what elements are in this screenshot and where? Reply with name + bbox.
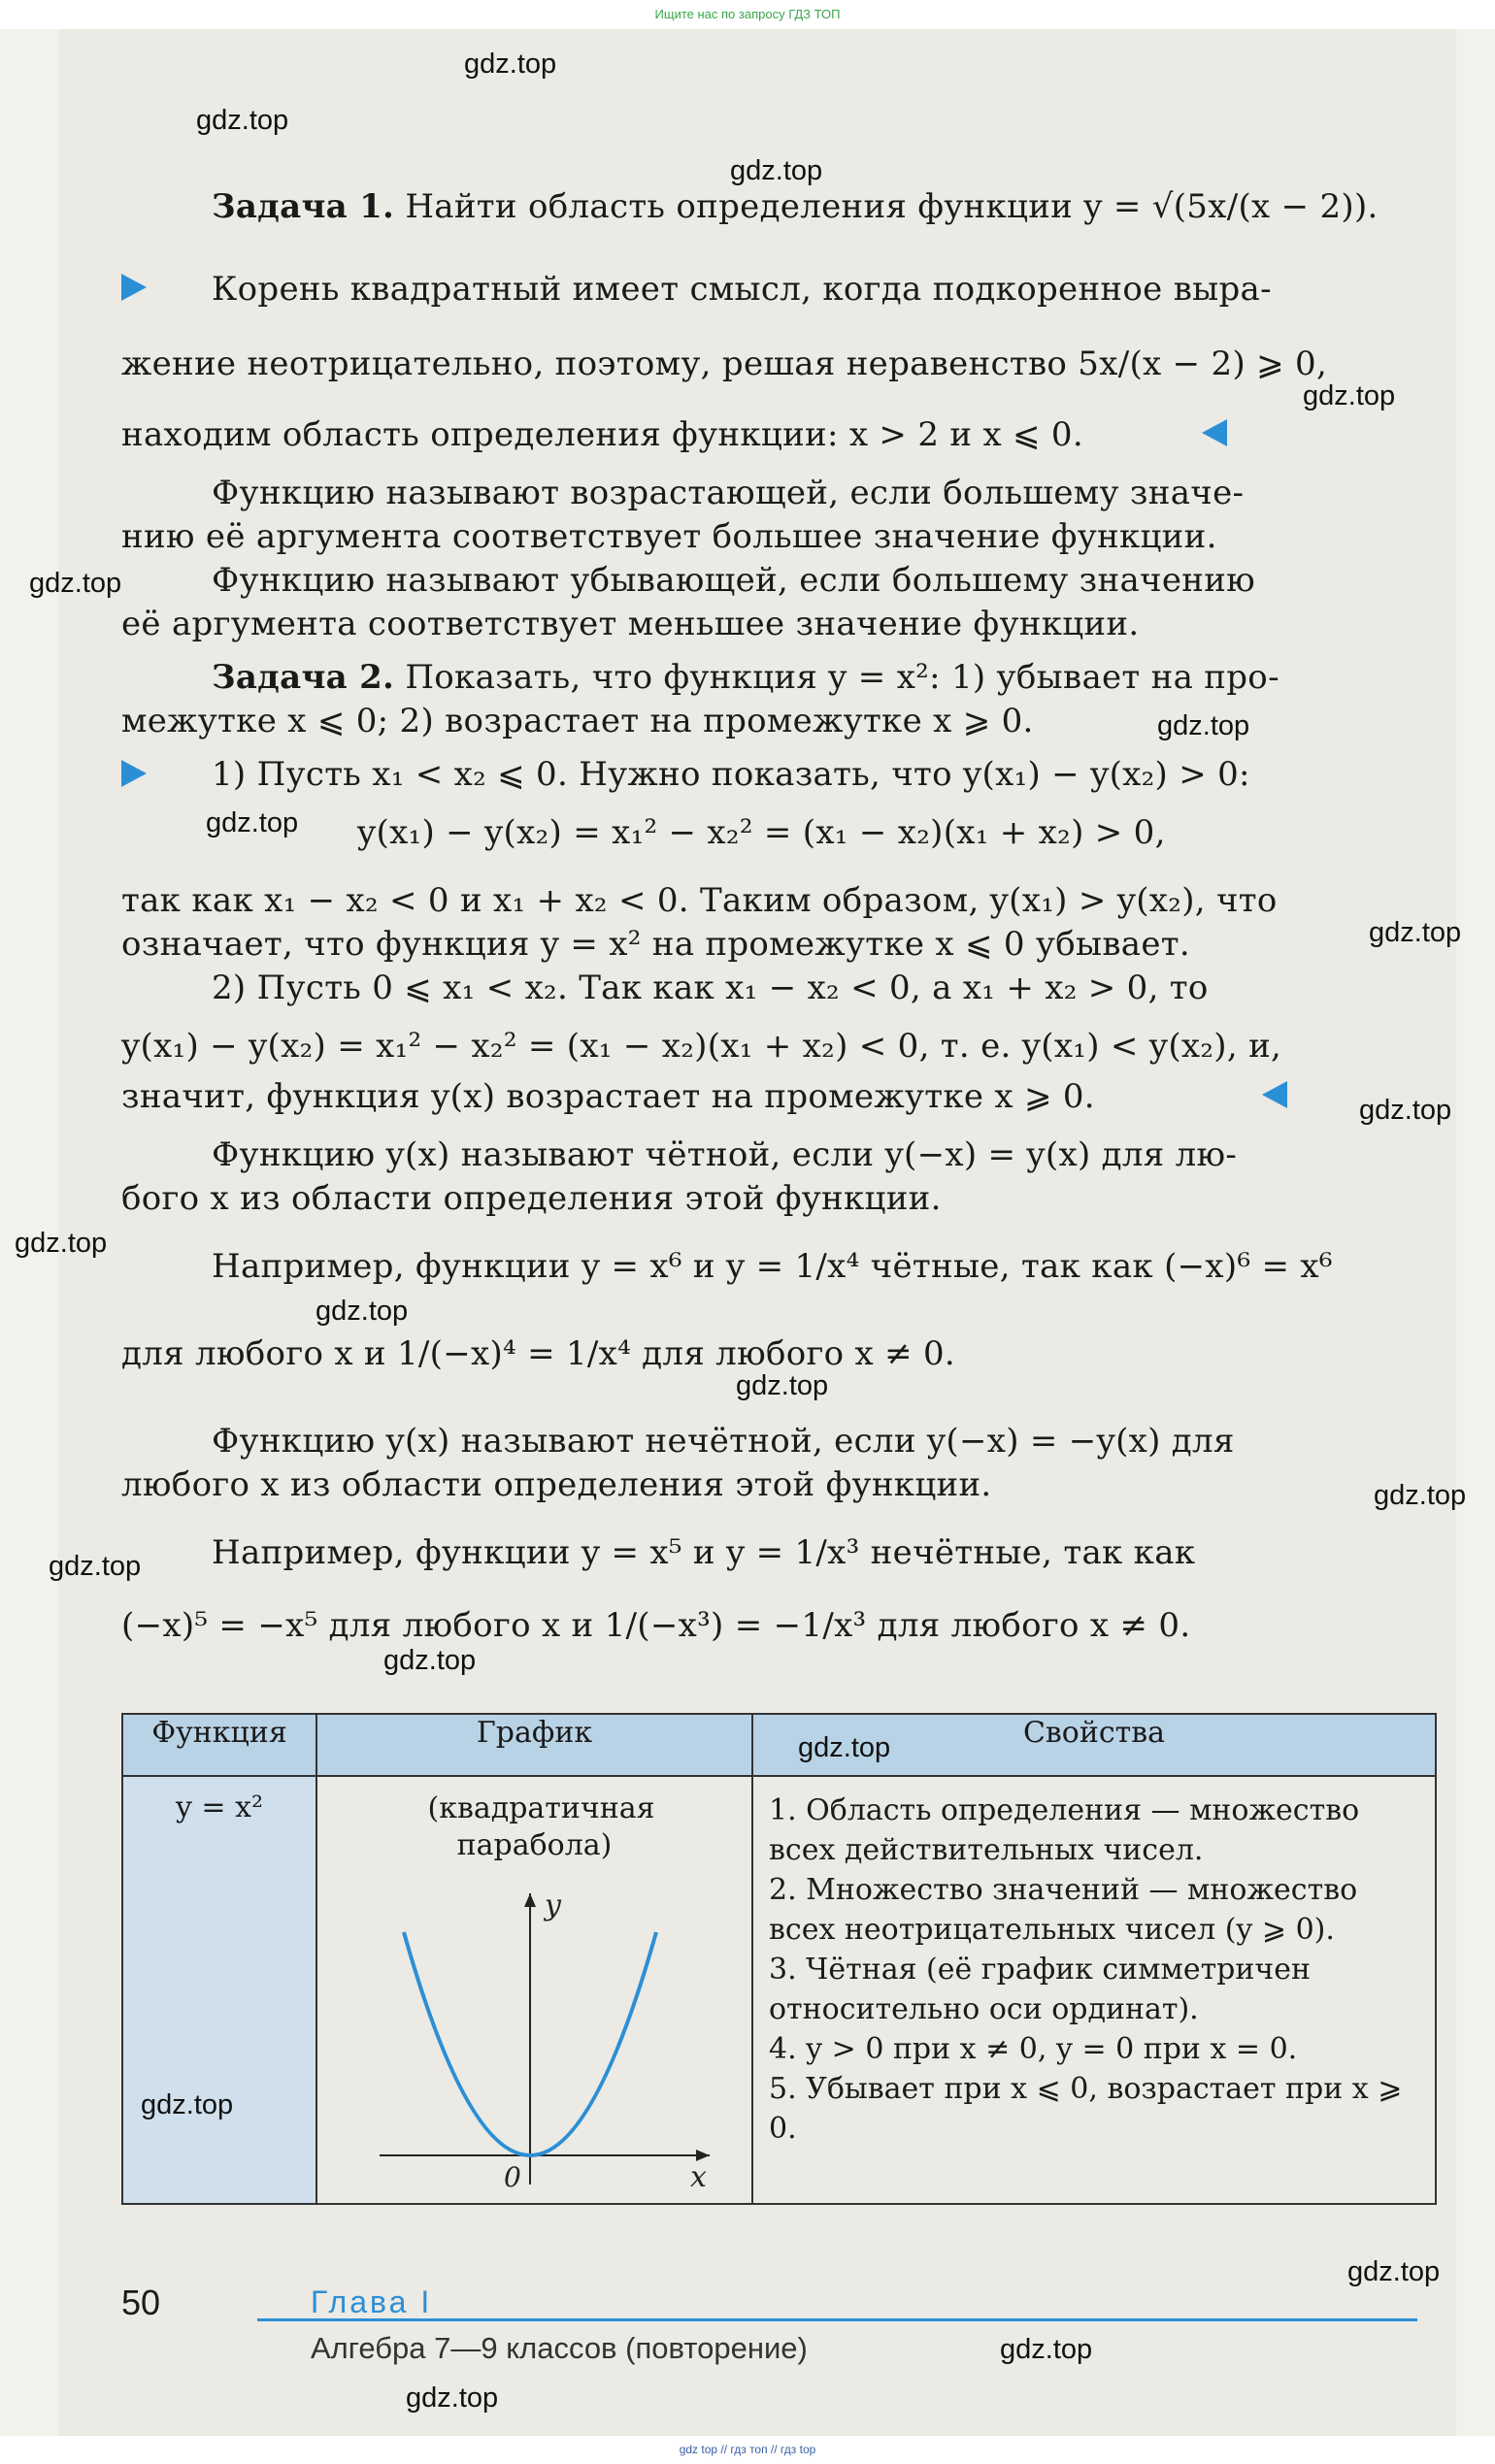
watermark: gdz.top <box>383 1645 477 1676</box>
solution-start-marker-icon <box>121 760 147 787</box>
watermark: gdz.top <box>206 807 299 838</box>
text-line: её аргумента соответствует меньшее значение функции. <box>121 605 1140 643</box>
function-cell: y = x² <box>122 1776 316 2204</box>
header-graph: График <box>316 1714 752 1776</box>
watermark: gdz.top <box>1347 2256 1441 2287</box>
text-line: y(x₁) − y(x₂) = x₁² − x₂² = (x₁ − x₂)(x₁ + x₂) < 0, т. е. y(x₁) < y(x₂), и, <box>121 1027 1282 1066</box>
solution-start-marker-icon <box>121 274 147 301</box>
watermark: gdz.top <box>1359 1095 1452 1126</box>
property-item: 4. y > 0 при x ≠ 0, y = 0 при x = 0. <box>769 2032 1298 2066</box>
watermark: gdz.top <box>1369 917 1462 948</box>
watermark: gdz.top <box>464 49 557 80</box>
text-line: так как x₁ − x₂ < 0 и x₁ + x₂ < 0. Таким образом, y(x₁) > y(x₂), что <box>121 881 1278 920</box>
table-header-row <box>122 1714 1436 1776</box>
top-banner <box>0 0 1495 29</box>
definition-odd: Функцию y(x) называют нечётной, если y(−x) = −y(x) для <box>212 1422 1235 1461</box>
watermark: gdz.top <box>798 1732 891 1763</box>
watermark: gdz.top <box>406 2382 499 2414</box>
text-line: для любого x и 1/(−x)⁴ = 1/x⁴ для любого x ≠ 0. <box>121 1334 956 1373</box>
function-properties-table <box>121 1713 1437 2205</box>
properties-cell <box>752 1776 1436 2204</box>
property-item: 3. Чётная (её график симметричен относительно оси ординат). <box>769 1953 1311 2026</box>
odd-example-line: Например, функции y = x⁵ и y = 1/x³ нечётные, так как <box>212 1533 1196 1572</box>
property-item: 5. Убывает при x ⩽ 0, возрастает при x ⩾ 0. <box>769 2072 1403 2146</box>
even-example-line: Например, функции y = x⁶ и y = 1/x⁴ чётные, так как (−x)⁶ = x⁶ <box>212 1247 1333 1286</box>
solution-end-marker-icon <box>1202 419 1227 446</box>
text-line: жение неотрицательно, поэтому, решая неравенство 5x/(x − 2) ⩾ 0, <box>121 345 1328 383</box>
top-banner-text: Ищите нас по запросу ГДЗ ТОП <box>654 7 841 21</box>
watermark: gdz.top <box>15 1228 108 1259</box>
definition-decreasing: Функцию называют убывающей, если большему значению <box>212 561 1256 600</box>
y-axis-arrow-icon <box>524 1893 536 1907</box>
text-line: Корень квадратный имеет смысл, когда подкоренное выра- <box>212 270 1272 309</box>
watermark: gdz.top <box>196 105 289 136</box>
watermark: gdz.top <box>141 2089 234 2120</box>
formula-line: y(x₁) − y(x₂) = x₁² − x₂² = (x₁ − x₂)(x₁ + x₂) > 0, <box>357 813 1166 852</box>
property-item: 2. Множество значений — множество всех неотрицательных чисел (y ⩾ 0). <box>769 1873 1358 1947</box>
text-line: нию её аргумента соответствует большее значение функции. <box>121 517 1217 556</box>
watermark: gdz.top <box>29 568 122 599</box>
chapter-label: Глава I <box>311 2284 433 2319</box>
property-item: 1. Область определения — множество всех действительных чисел. <box>769 1793 1360 1867</box>
watermark: gdz.top <box>1157 710 1250 741</box>
chapter-subtitle: Алгебра 7—9 классов (повторение) <box>311 2331 808 2365</box>
task-2-text: Показать, что функция y = x²: 1) убывает на про- <box>405 658 1279 697</box>
text-line: 2) Пусть 0 ⩽ x₁ < x₂. Так как x₁ − x₂ < 0, а x₁ + x₂ > 0, то <box>212 969 1209 1007</box>
watermark: gdz.top <box>316 1296 409 1327</box>
header-properties: Свойства <box>752 1714 1436 1776</box>
task-2-line <box>212 658 1279 697</box>
text-line: (−x)⁵ = −x⁵ для любого x и 1/(−x³) = −1/x³ для любого x ≠ 0. <box>121 1606 1191 1645</box>
task-1-line <box>212 187 1379 226</box>
bottom-banner-text: gdz top // гдз топ // гдз top <box>679 2443 816 2456</box>
graph-cell <box>316 1776 752 2204</box>
task-1-label: Задача 1. <box>212 187 395 226</box>
watermark: gdz.top <box>1303 380 1396 411</box>
origin-label: 0 <box>503 2161 521 2193</box>
page-number: 50 <box>121 2283 161 2322</box>
watermark: gdz.top <box>736 1370 829 1401</box>
graph-caption: (квадратичная парабола) <box>427 1791 655 1862</box>
text-line: бого x из области определения этой функции. <box>121 1179 942 1218</box>
definition-increasing: Функцию называют возрастающей, если большему значе- <box>212 474 1245 512</box>
task-1-text: Найти область определения функции y = √(5x/(x − 2)). <box>405 187 1379 226</box>
header-function: Функция <box>122 1714 316 1776</box>
x-axis-label: x <box>689 2160 707 2194</box>
task-2-label: Задача 2. <box>212 658 395 697</box>
text-line: 1) Пусть x₁ < x₂ ⩽ 0. Нужно показать, что y(x₁) − y(x₂) > 0: <box>212 755 1250 794</box>
watermark: gdz.top <box>1000 2334 1093 2365</box>
watermark: gdz.top <box>730 155 823 186</box>
parabola-graph <box>350 1864 719 2194</box>
watermark: gdz.top <box>49 1551 142 1582</box>
y-axis-label: y <box>544 1889 561 1922</box>
solution-end-marker-icon <box>1262 1081 1287 1108</box>
table-row <box>122 1776 1436 2204</box>
text-line: значит, функция y(x) возрастает на промежутке x ⩾ 0. <box>121 1077 1095 1116</box>
definition-even: Функцию y(x) называют чётной, если y(−x) = y(x) для лю- <box>212 1135 1238 1174</box>
text-line: межутке x ⩽ 0; 2) возрастает на промежутке x ⩾ 0. <box>121 702 1034 740</box>
text-line: означает, что функция y = x² на промежутке x ⩽ 0 убывает. <box>121 925 1191 964</box>
watermark: gdz.top <box>1374 1480 1467 1511</box>
bottom-banner <box>0 2436 1495 2464</box>
text-line: любого x из области определения этой функции. <box>121 1465 992 1504</box>
text-line: находим область определения функции: x > 2 и x ⩽ 0. <box>121 415 1083 454</box>
